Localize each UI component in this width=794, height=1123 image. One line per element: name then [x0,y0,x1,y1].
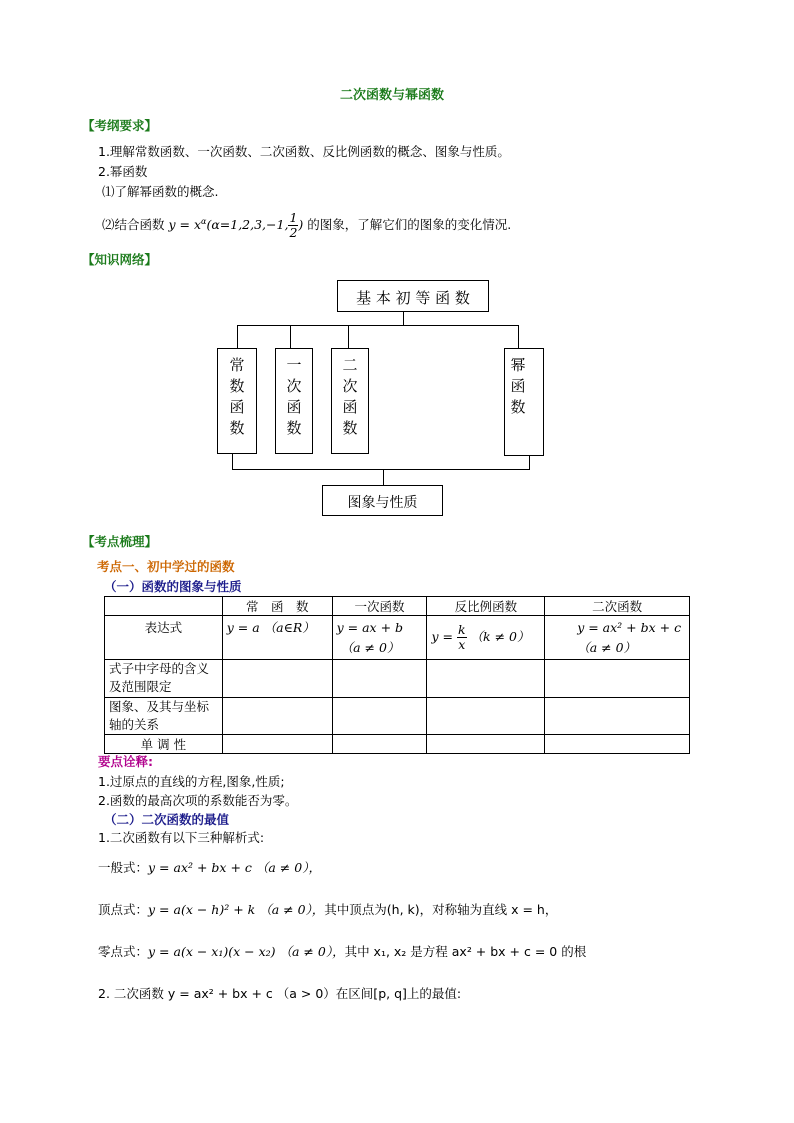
sub-2-title: （二）二次函数的最值 [104,812,230,827]
diagram-bottom-label: 图象与性质 [347,495,418,511]
page-title: 二次函数与幂函数 [340,88,445,103]
table-header-cell: 反比例函数 [427,597,545,616]
table-header-cell [105,597,223,616]
table-row [105,735,690,754]
paragraph-2: 2. 二次函数 y = ax² + bx + c （a > 0）在区间[p, q]上的最值: [98,986,462,1001]
diagram-node-power: 幂 函 数 [504,348,544,456]
point-1-title: 考点一、初中学过的函数 [97,559,235,574]
item-2-2-suffix: 的图象，了解它们的图象的变化情况. [307,217,512,233]
table-row [105,698,690,735]
table-cell: y = a （a∈R） [222,616,332,660]
table-cell [545,698,690,735]
table-row-label: 式子中字母的含义及范围限定 [105,660,223,698]
table-cell [222,735,332,754]
diagram-connector [290,325,291,349]
table-cell [332,735,427,754]
vertex-form: 顶点式：y = a(x − h)² + k （a ≠ 0），其中顶点为(h, k)，对称轴为直线 x = h， [98,902,558,917]
table-row [105,660,690,698]
table-cell [427,698,545,735]
table-cell: y = ax + b （a ≠ 0） [332,616,427,660]
general-form: 一般式：y = ax² + bx + c （a ≠ 0）， [98,860,321,875]
table-cell [427,735,545,754]
sub-1-title: （一）函数的图象与性质 [104,579,242,594]
diagram-connector [383,469,384,485]
zero-form: 零点式：y = a(x − x₁)(x − x₂) （a ≠ 0），其中 x₁, x₂ 是方程 ax² + bx + c = 0 的根 [98,944,587,959]
diagram-connector [232,469,530,470]
diagram-root-label: 基 本 初 等 函 数 [356,289,470,307]
table-header-row [105,597,690,616]
half-fraction: $\frac{1}{2}$ [289,210,298,241]
table-header-cell: 一次函数 [332,597,427,616]
diagram-connector [518,325,519,349]
diagram-connector [403,312,404,326]
note-title: 要点诠释: [98,754,153,769]
diagram-connector [237,325,519,326]
power-exponent: α [201,217,207,226]
diagram-node-linear: 一 次 函 数 [275,348,313,454]
table-cell [222,660,332,698]
kaogang-item-2-2: ⑵结合函数 $y = x^\alpha(\alpha=1,2,3,-1$, $\frac{1}{2}$ ) 的图象，了解它们的图象的变化情况. [102,210,512,241]
function-table [104,596,690,754]
kaogang-item-2: 2.幂函数 [98,164,148,179]
table-row-label: 表达式 [105,616,223,660]
note-item: 2.函数的最高次项的系数能否为零。 [98,793,298,808]
diagram-node-quadratic: 二 次 函 数 [331,348,369,454]
table-cell [545,735,690,754]
table-cell [545,660,690,698]
table-row-label: 单 调 性 [105,735,223,754]
section-heading-zhishi: 【知识网络】 [82,252,158,267]
alpha-values: (α=1,2,3,−1, [206,217,289,233]
table-row [105,616,690,660]
note-item: 1.过原点的直线的方程,图象,性质; [98,774,285,789]
section-heading-kaodian: 【考点梳理】 [82,534,158,549]
table-header-cell: 常 函 数 [222,597,332,616]
table-header-cell: 二次函数 [545,597,690,616]
diagram-connector [237,325,238,349]
table-cell [427,660,545,698]
power-function-formula: y = x [168,217,202,233]
diagram-node-constant: 常 数 函 数 [217,348,257,454]
table-cell [222,698,332,735]
kaogang-item-2-1: ⑴了解幂函数的概念. [102,184,219,199]
table-cell [332,698,427,735]
table-cell: y = ax² + bx + c （a ≠ 0） [545,616,690,660]
table-cell [332,660,427,698]
paragraph-1: 1.二次函数有以下三种解析式: [98,830,265,845]
diagram-bottom-box [322,485,443,516]
diagram-connector [348,325,349,349]
table-row-label: 图象、及其与坐标轴的关系 [105,698,223,735]
table-cell: y = $\frac{k}{x}$ （k ≠ 0） [427,616,545,660]
diagram-connector [529,456,530,470]
diagram-connector [232,454,233,470]
diagram-root-box [337,280,489,312]
section-heading-kaogang: 【考纲要求】 [82,118,158,133]
item-2-2-prefix: ⑵结合函数 [102,217,165,233]
kaogang-item-1: 1.理解常数函数、一次函数、二次函数、反比例函数的概念、图象与性质。 [98,144,510,159]
